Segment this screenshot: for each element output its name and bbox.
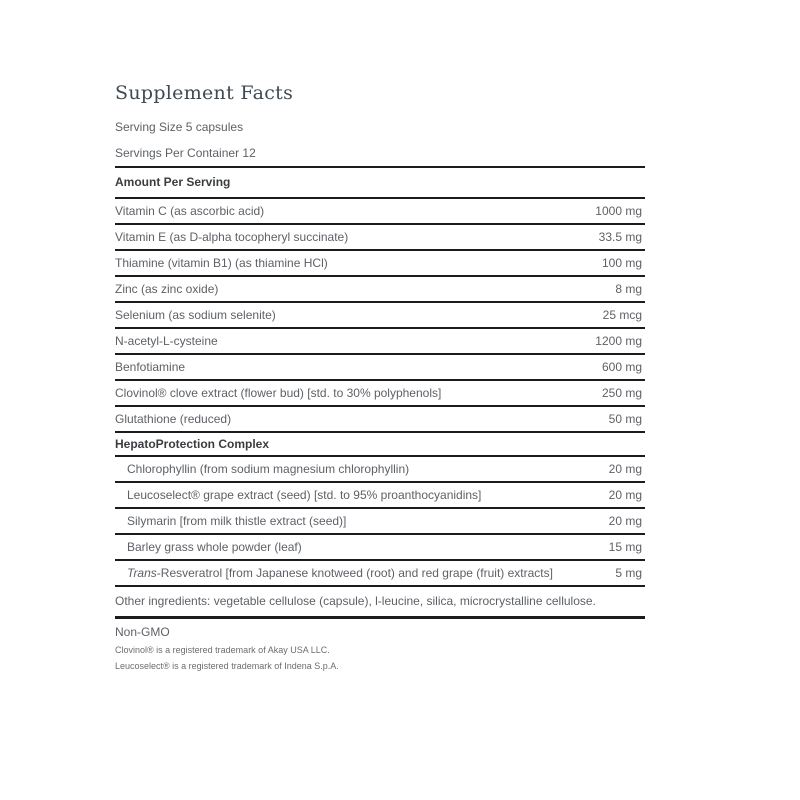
- table-row: [115, 509, 645, 535]
- table-row: [115, 381, 645, 407]
- ingredient-name: Clovinol® clove extract (flower bud) [std. to 30% polyphenols]: [115, 386, 442, 400]
- ingredient-amount: 20 mg: [608, 514, 642, 528]
- ingredient-name: Thiamine (vitamin B1) (as thiamine HCl): [115, 256, 328, 270]
- ingredient-amount: 1000 mg: [595, 204, 642, 218]
- ingredient-amount: 25 mcg: [602, 308, 642, 322]
- ingredient-name: Chlorophyllin (from sodium magnesium chlorophyllin): [127, 462, 410, 476]
- page-title: Supplement Facts: [115, 82, 294, 104]
- ingredient-amount: 8 mg: [615, 282, 642, 296]
- ingredient-name: Trans-Resveratrol [from Japanese knotweed (root) and red grape (fruit) extracts]: [127, 566, 553, 580]
- ingredient-name: Zinc (as zinc oxide): [115, 282, 219, 296]
- table-row: [115, 355, 645, 381]
- ingredient-name: Selenium (as sodium selenite): [115, 308, 276, 322]
- serving-size: Serving Size 5 capsules: [115, 120, 244, 134]
- servings-per-container: Servings Per Container 12: [115, 146, 256, 160]
- supplement-facts-label: [115, 82, 645, 671]
- ingredient-amount: 100 mg: [601, 256, 642, 270]
- table-row: [115, 225, 645, 251]
- ingredient-name: Glutathione (reduced): [115, 412, 232, 426]
- table-row: [115, 407, 645, 433]
- table-row: [115, 277, 645, 303]
- table-row: [115, 329, 645, 355]
- ingredient-amount: 33.5 mg: [598, 230, 642, 244]
- ingredient-amount: 20 mg: [608, 462, 642, 476]
- table-row: [115, 251, 645, 277]
- section-header-hepatoprotection: HepatoProtection Complex: [115, 433, 645, 457]
- ingredient-amount: 250 mg: [601, 386, 642, 400]
- ingredient-name: Vitamin C (as ascorbic acid): [115, 204, 265, 218]
- ingredient-amount: 15 mg: [608, 540, 642, 554]
- ingredient-amount: 5 mg: [615, 566, 642, 580]
- table-row: [115, 303, 645, 329]
- ingredient-name: Silymarin [from milk thistle extract (seed)]: [127, 514, 347, 528]
- ingredient-amount: 1200 mg: [595, 334, 642, 348]
- table-row: [115, 561, 645, 587]
- trademark-note-clovinol: Clovinol® is a registered trademark of Akay USA LLC.: [115, 645, 330, 655]
- ingredient-name: Barley grass whole powder (leaf): [127, 540, 302, 554]
- table-row: [115, 483, 645, 509]
- amount-per-serving-header: Amount Per Serving: [115, 166, 645, 199]
- table-row: [115, 199, 645, 225]
- ingredient-amount: 50 mg: [608, 412, 642, 426]
- other-ingredients: Other ingredients: vegetable cellulose (capsule), l-leucine, silica, microcrystalline cellulose.: [115, 587, 645, 619]
- table-row: [115, 457, 645, 483]
- ingredient-amount: 20 mg: [608, 488, 642, 502]
- ingredient-name: Vitamin E (as D-alpha tocopheryl succinate): [115, 230, 349, 244]
- ingredient-name: N-acetyl-L-cysteine: [115, 334, 218, 348]
- ingredient-name: Benfotiamine: [115, 360, 186, 374]
- ingredient-amount: 600 mg: [601, 360, 642, 374]
- trademark-note-leucoselect: Leucoselect® is a registered trademark of Indena S.p.A.: [115, 661, 339, 671]
- non-gmo-label: Non-GMO: [115, 625, 170, 639]
- table-row: [115, 535, 645, 561]
- ingredient-name: Leucoselect® grape extract (seed) [std. to 95% proanthocyanidins]: [127, 488, 482, 502]
